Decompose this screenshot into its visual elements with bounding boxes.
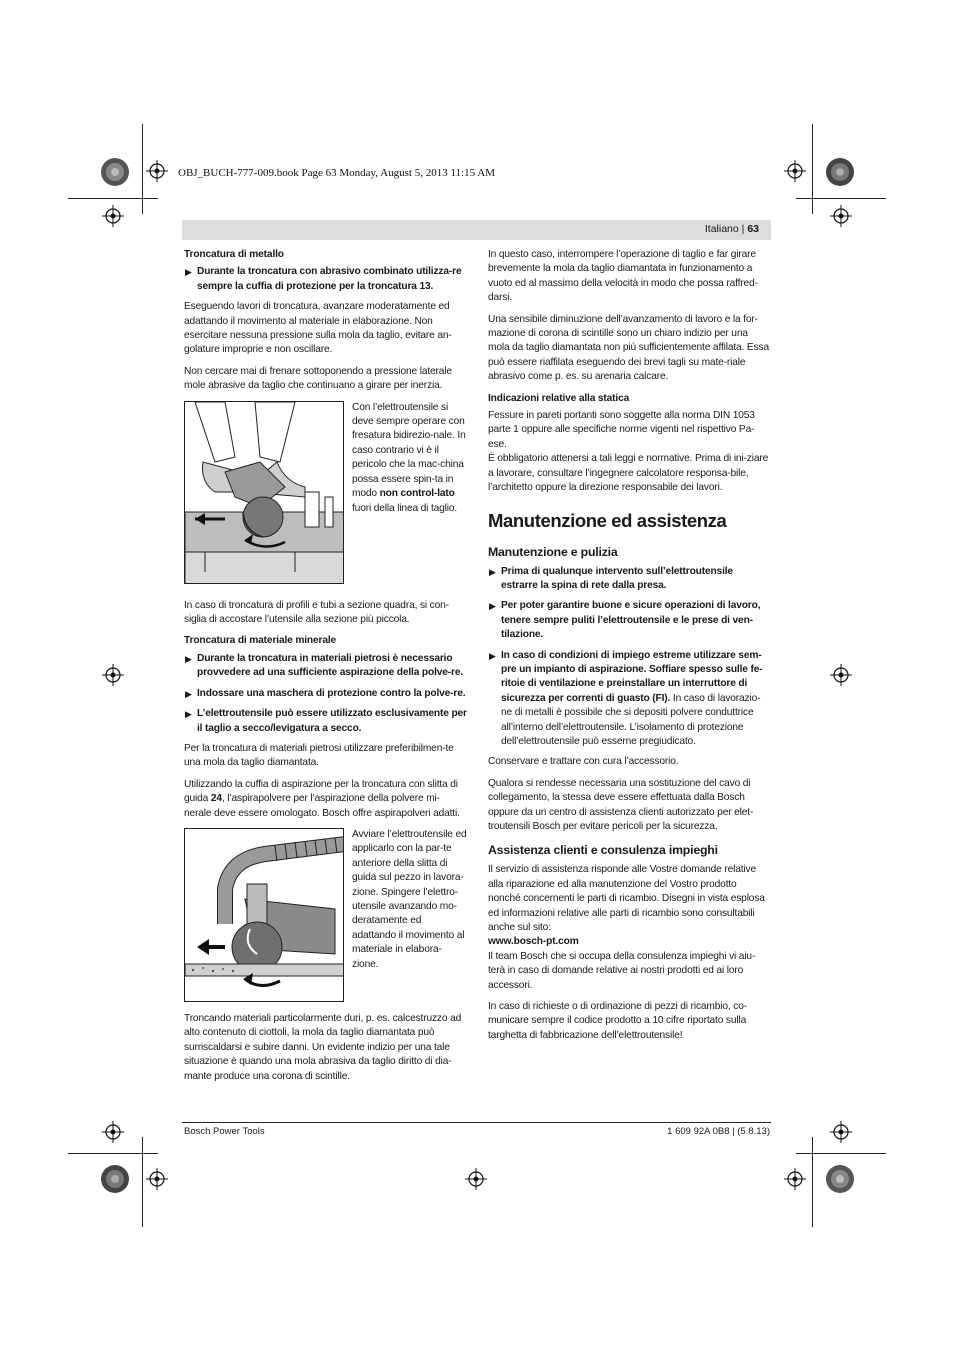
left-column xyxy=(184,248,467,1091)
figure-block xyxy=(184,401,467,599)
footer-brand: Bosch Power Tools xyxy=(184,1126,265,1137)
warning-item: ▶ Durante la troncatura in materiali pietrosi è necessario provvedere ad una sufficiente aspirazione della polve-re. xyxy=(185,652,464,679)
figure-caption: Con l’elettroutensile si deve sempre operare con fresatura bidirezio-nale. In caso contrario vi è il pericolo che la mac-china possa essere spin-ta in modo non control-lato fuori della linea di taglio. xyxy=(352,401,466,514)
paragraph: Il servizio di assistenza risponde alle Vostre domande relative alla riparazione ed alla manutenzione del Vostro prodotto nonché concernenti le parti di ricambio. Disegni in vista esplosa ed informazioni relative alle parti di ricambio sono consultabili anche sul sito: xyxy=(488,864,765,934)
header-label xyxy=(705,223,759,235)
paragraph: Utilizzando la cuffia di aspirazione per la troncatura con slitta di guida 24, l’aspirapolvere per l’aspirazione della polvere mi-nerale deve essere omologato. Bosch offre aspirapolveri adatti. xyxy=(184,778,460,819)
section-heading: Assistenza clienti e consulenza impieghi xyxy=(488,843,718,858)
bullet-triangle-icon: ▶ xyxy=(185,709,192,720)
paragraph: Per la troncatura di materiali pietrosi utilizzare preferibilmen-te una mola da taglio diamantata. xyxy=(184,742,454,769)
paragraph: In questo caso, interrompere l’operazione di taglio e far girare brevemente la mola da taglio diamantata in funzionamento a vuoto ed al massimo della velocità in modo che possa raffred-darsi. xyxy=(488,249,758,304)
section-title: Troncatura di metallo xyxy=(184,249,284,260)
figure-caption: Avviare l’elettroutensile ed applicarlo con la par-te anteriore della slitta di guida sul pezzo in lavora-zione. Spingere l’elettro-utensile avanzando mo-deratamente ed adattando il movimento al materiale in elabora-zione. xyxy=(352,828,467,970)
registration-mark-icon xyxy=(102,205,124,227)
warning-item: ▶ Durante la troncatura con abrasivo combinato utilizza-re sempre la cuffia di protezione per la troncatura 13. xyxy=(185,266,462,292)
registration-mark-icon xyxy=(830,1121,852,1143)
paragraph: In caso di richieste o di ordinazione di pezzi di ricambio, co-municare sempre il codice prodotto a 10 cifre riportato sulla targhetta di fabbricazione dell’elettroutensile! xyxy=(488,1001,747,1041)
registration-mark-icon xyxy=(465,1168,487,1190)
registration-mark-icon xyxy=(102,664,124,686)
cutting-illustration xyxy=(184,401,344,584)
bullet-triangle-icon: ▶ xyxy=(185,688,192,699)
paragraph: In caso di troncatura di profili e tubi a sezione quadra, si con-siglia di accostare l’utensile alla sezione più piccola. xyxy=(184,599,449,626)
warning-item: ▶ L’elettroutensile può essere utilizzato esclusivamente per il taglio a secco/levigatura a secco. xyxy=(185,708,467,734)
bullet-triangle-icon: ▶ xyxy=(489,650,496,661)
header-language: Italiano xyxy=(704,223,739,235)
paragraph: È obbligatorio attenersi a tali leggi e normative. Prima di ini-ziare a lavorare, consultare l’ingegnere calcolatore responsa-bile, l’architetto oppure la direzione responsabile dei lavori. xyxy=(488,453,769,494)
page-number: 63 xyxy=(747,223,759,235)
paragraph: Non cercare mai di frenare sottoponendo a pressione laterale mole abrasive da taglio che continuano a girare per inerzia. xyxy=(184,365,452,392)
color-rosette-icon xyxy=(100,1164,130,1194)
website-link[interactable]: www.bosch-pt.com xyxy=(488,936,579,948)
color-rosette-icon xyxy=(825,157,855,187)
footer-rule xyxy=(182,1122,771,1123)
paragraph: Qualora si rendesse necessaria una sostituzione del cavo di collegamento, la stessa deve essere effettuata dalla Bosch oppure da un centro di assistenza clienti autorizzato per elet-troutensili Bosch per evitare pericoli per la sicurezza. xyxy=(488,777,754,832)
registration-mark-icon xyxy=(784,1168,806,1190)
warning-item: ▶ Prima di qualunque intervento sull’elettroutensile estrarre la spina di rete dalla presa. xyxy=(489,565,733,591)
paragraph: Eseguendo lavori di troncatura, avanzare moderatamente ed adattando il movimento al materiale in elaborazione. Non esercitare nessuna pressione sulla mola da taglio, evitare an-golature improprie e non oscillare. xyxy=(184,301,452,356)
bullet-triangle-icon: ▶ xyxy=(489,566,496,577)
section-title: Indicazioni relative alla statica xyxy=(488,392,630,404)
print-slug: OBJ_BUCH-777-009.book Page 63 Monday, August 5, 2013 11:15 AM xyxy=(178,167,495,179)
page-header xyxy=(182,220,771,240)
warning-item: ▶ Per poter garantire buone e sicure operazioni di lavoro, tenere sempre puliti l’elettroutensile e le prese di ven-tilazione. xyxy=(489,600,761,641)
registration-mark-icon xyxy=(146,160,168,182)
registration-mark-icon xyxy=(830,664,852,686)
registration-mark-icon xyxy=(784,160,806,182)
bullet-triangle-icon: ▶ xyxy=(185,653,192,664)
figure-block xyxy=(184,828,467,1012)
section-heading: Manutenzione e pulizia xyxy=(488,544,618,559)
paragraph: Conservare e trattare con cura l’accessorio. xyxy=(488,756,679,768)
bullet-triangle-icon: ▶ xyxy=(185,267,192,278)
header-separator: | xyxy=(741,223,745,235)
registration-mark-icon xyxy=(830,205,852,227)
color-rosette-icon xyxy=(100,157,130,187)
paragraph: Fessure in pareti portanti sono soggette alla norma DIN 1053 parte 1 oppure alle specifiche norme vigenti nel rispettivo Pa-ese. xyxy=(488,410,755,450)
section-title: Troncatura di materiale minerale xyxy=(184,635,337,647)
warning-item: ▶ Indossare una maschera di protezione contro la polve-re. xyxy=(184,687,467,701)
right-column xyxy=(488,248,771,1050)
registration-mark-icon xyxy=(102,1121,124,1143)
bullet-triangle-icon: ▶ xyxy=(489,601,496,612)
registration-mark-icon xyxy=(146,1168,168,1190)
extraction-illustration xyxy=(184,828,344,1002)
warning-item: ▶ In caso di condizioni di impiego estreme utilizzare sem-pre un impianto di aspirazione. Soffiare spesso sulle fe-ritoie di ventilazione e preinstallare un interruttore di sicurezza per correnti di guasto (FI). In caso di lavorazio-ne di metalli è possibile che si depositi polvere conduttrice all’interno dell’elettroutensile. L’isolamento di protezione dell’elettroutensile può esserne pregiudicato. xyxy=(489,649,763,747)
paragraph: Troncando materiali particolarmente duri, p. es. calcestruzzo ad alto contenuto di ciottoli, la mola da taglio diamantata può surriscaldarsi e subire danni. Un evidente indizio per una tale situazione è quando una mola abrasiva da taglio diritto di dia-mante produce una corona di scintille. xyxy=(184,1012,462,1082)
paragraph: Una sensibile diminuzione dell’avanzamento di lavoro e la for-mazione di corona di scintille sono un chiaro indizio per una mola da taglio diamantata non più sufficientemente affilata. Essa può essere riaffilata eseguendo dei brevi tagli su mate-riale abrasivo come p. es. su arenaria calcare. xyxy=(488,313,769,383)
chapter-heading: Manutenzione ed assistenza xyxy=(488,509,727,531)
color-rosette-icon xyxy=(825,1164,855,1194)
footer-code: 1 609 92A 0B8 | (5.8.13) xyxy=(667,1126,770,1137)
paragraph: Il team Bosch che si occupa della consulenza impieghi vi aiu-terà in caso di domande relative ai nostri prodotti ed ai loro accessori. xyxy=(488,950,756,991)
